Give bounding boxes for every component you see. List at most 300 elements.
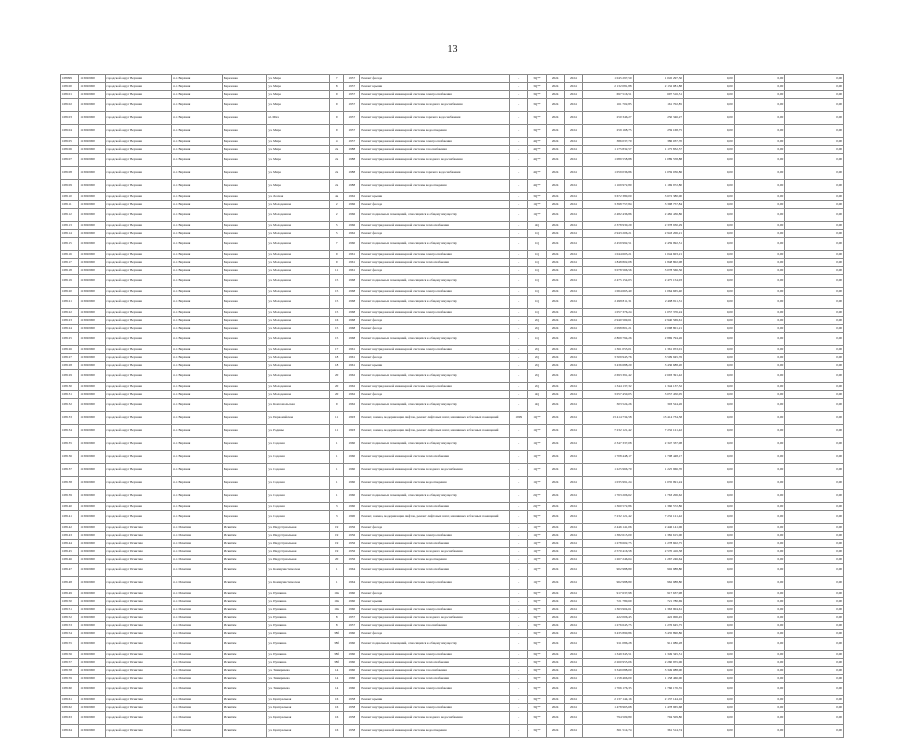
cell-v1: - [510,598,528,606]
cell-v2: 1Q [528,288,546,296]
cell-z3: 0,00 [785,511,844,524]
cell-z3: 0,00 [785,112,844,125]
cell-year: 1962 [344,391,360,399]
cell-v2: 4Q** [528,138,546,146]
cell-house: 1 [330,477,344,490]
cell-year: 1957 [344,112,360,125]
cell-code: 113020000 [79,399,105,412]
cell-code: 113020000 [79,354,105,362]
cell-year: 1960 [344,651,360,659]
cell-id: 108123 [61,317,79,325]
cell-district: городской округ Верхняя [105,267,172,275]
cell-z3: 0,00 [785,704,844,712]
cell-street: ул. Молодежная [267,267,330,275]
cell-code: 113020000 [79,606,105,614]
cell-code: 113020000 [79,251,105,259]
cell-cost1: 1 360 572,86 [582,503,633,511]
cell-work: Ремонт внутридомовой инженерной системы холодного водоснабжения [360,614,510,622]
cell-code: 113020000 [79,548,105,556]
cell-v2: 1Q [528,251,546,259]
cell-year: 1960 [344,503,360,511]
cell-house: 17 [330,346,344,354]
cell-z1: 0,00 [684,146,735,154]
cell-v2: 1Q** [528,438,546,451]
cell-z2: 0,00 [734,154,785,167]
cell-street: ул. Садовая [267,490,330,503]
cell-street: ул. Первомайская [267,412,330,425]
cell-z1: 0,00 [684,490,735,503]
cell-street: ул. Молодежная [267,259,330,267]
cell-locality: п.г. Верхняя [172,503,223,511]
cell-id: 108157 [61,659,79,667]
cell-v2: 4Q** [528,146,546,154]
cell-year3: 2024 [564,712,582,725]
cell-street: ул. Лесная [267,193,330,201]
cell-code: 113020000 [79,125,105,138]
cell-street: ул. Пушкина [267,598,330,606]
cell-cost2: 1 363 904,61 [633,606,684,614]
cell-v2: 1Q** [528,425,546,438]
cell-year: 1966 [344,222,360,230]
cell-street: ул. Комсомольская [267,399,330,412]
cell-district: городской округ Верхняя [105,346,172,354]
cell-street: ул. Пушкина [267,606,330,614]
cell-city: Березовка [222,425,267,438]
cell-id: 108105 [61,138,79,146]
cell-city: Искитим [222,651,267,659]
cell-locality: п.г. Искитим [172,598,223,606]
cell-locality: п.г. Верхняя [172,75,223,83]
cell-v2: 3Q** [528,622,546,630]
cell-work: Ремонт внутридомовой инженерной системы горячего водоснабжения [360,112,510,125]
cell-house: 9 [330,259,344,267]
cell-house: 1 [330,564,344,577]
cell-cost1: 1 478 965,68 [582,704,633,712]
cell-v1: - [510,712,528,725]
cell-city: Искитим [222,696,267,704]
cell-year2: 2024 [546,309,564,317]
cell-code: 113020000 [79,138,105,146]
cell-house: 38б [330,638,344,651]
cell-year2: 2024 [546,659,564,667]
cell-year: 1961 [344,251,360,259]
cell-work: Ремонт подвальных помещений, относящихся к общему имуществу [360,370,510,383]
cell-district: городской округ Искитим [105,622,172,630]
cell-z3: 0,00 [785,99,844,112]
cell-street: ул. Молодежная [267,288,330,296]
cell-code: 113020000 [79,346,105,354]
cell-id: 108140 [61,503,79,511]
cell-street: ул. Молодежная [267,354,330,362]
cell-work: Ремонт фасада [360,524,510,532]
cell-z2: 0,00 [734,317,785,325]
cell-z3: 0,00 [785,399,844,412]
cell-year2: 2024 [546,370,564,383]
cell-city: Искитим [222,598,267,606]
table-row [61,638,844,651]
cell-year3: 2024 [564,477,582,490]
cell-z1: 0,00 [684,154,735,167]
cell-city: Березовка [222,167,267,180]
cell-z1: 0,00 [684,193,735,201]
cell-z3: 0,00 [785,503,844,511]
cell-city: Искитим [222,638,267,651]
cell-house: 19 [330,532,344,540]
cell-district: городской округ Верхняя [105,438,172,451]
cell-v2: 1Q** [528,524,546,532]
cell-year2: 2024 [546,333,564,346]
cell-code: 113020000 [79,267,105,275]
cell-street: ул. Пушкина [267,590,330,598]
cell-year3: 2024 [564,614,582,622]
table-row [61,675,844,683]
cell-z1: 0,00 [684,630,735,638]
cell-z2: 0,00 [734,83,785,91]
table-row [61,556,844,564]
cell-cost2: 3 509 945,76 [633,354,684,362]
cell-street: ул. Пушкина [267,630,330,638]
cell-cost2: 2 693 391,42 [633,370,684,383]
cell-z3: 0,00 [785,548,844,556]
cell-v1: - [510,75,528,83]
cell-code: 113020000 [79,598,105,606]
cell-year: 1956 [344,548,360,556]
cell-district: городской округ Верхняя [105,425,172,438]
cell-z1: 0,00 [684,259,735,267]
cell-year3: 2024 [564,606,582,614]
cell-v2: 3Q** [528,125,546,138]
cell-locality: п.г. Верхняя [172,477,223,490]
cell-id: 108141 [61,511,79,524]
cell-id: 108132 [61,399,79,412]
cell-v1: - [510,154,528,167]
cell-district: городской округ Искитим [105,667,172,675]
cell-work: Ремонт фасада [360,391,510,399]
table-row [61,354,844,362]
cell-year3: 2024 [564,548,582,556]
cell-house: 9 [330,399,344,412]
cell-street: ул. Тимирязева [267,683,330,696]
cell-z1: 0,00 [684,451,735,464]
table-row [61,630,844,638]
cell-city: Искитим [222,659,267,667]
cell-street: ул. Садовая [267,464,330,477]
cell-v1: - [510,251,528,259]
cell-code: 113020000 [79,317,105,325]
cell-year3: 2024 [564,651,582,659]
cell-z2: 0,00 [734,138,785,146]
cell-code: 113020000 [79,259,105,267]
cell-city: Березовка [222,399,267,412]
cell-year3: 2024 [564,511,582,524]
cell-v1: - [510,333,528,346]
cell-year3: 2024 [564,296,582,309]
cell-z1: 0,00 [684,251,735,259]
cell-year: 1960 [344,659,360,667]
cell-v1: - [510,683,528,696]
cell-z3: 0,00 [785,275,844,288]
cell-year3: 2024 [564,75,582,83]
cell-city: Березовка [222,325,267,333]
cell-cost2: 7 232 121,42 [633,425,684,438]
cell-z3: 0,00 [785,391,844,399]
cell-z2: 0,00 [734,490,785,503]
table-row [61,503,844,511]
cell-z3: 0,00 [785,238,844,251]
cell-v1: - [510,638,528,651]
cell-district: городской округ Искитим [105,712,172,725]
cell-work: Ремонт фасада [360,267,510,275]
cell-work: Ремонт внутридомовой инженерной системы электроснабжения [360,606,510,614]
cell-v1: - [510,524,528,532]
cell-v2: 4Q** [528,180,546,193]
cell-year3: 2024 [564,412,582,425]
cell-city: Березовка [222,391,267,399]
cell-id: 108128 [61,362,79,370]
cell-year3: 2024 [564,138,582,146]
cell-v2: 3Q** [528,606,546,614]
cell-z3: 0,00 [785,180,844,193]
cell-code: 113020000 [79,99,105,112]
cell-id: 108144 [61,540,79,548]
cell-year3: 2024 [564,209,582,222]
cell-district: городской округ Верхняя [105,399,172,412]
cell-cost2: 3 398 757,84 [633,201,684,209]
table-row [61,288,844,296]
cell-district: городской округ Искитим [105,598,172,606]
cell-cost1: 161 702,85 [582,99,633,112]
cell-year2: 2024 [546,577,564,590]
cell-v2: 3Q** [528,630,546,638]
cell-z1: 0,00 [684,167,735,180]
cell-z3: 0,00 [785,222,844,230]
cell-house: 19 [330,540,344,548]
cell-z2: 0,00 [734,296,785,309]
cell-year3: 2024 [564,659,582,667]
cell-cost1: 1 344 137,32 [582,383,633,391]
cell-cost2: 2 459 992,51 [633,238,684,251]
cell-cost2: 911 086,28 [633,638,684,651]
cell-v2: 2Q [528,370,546,383]
cell-house: 2а [330,180,344,193]
cell-year: 1968 [344,325,360,333]
cell-z2: 0,00 [734,167,785,180]
cell-year: 1960 [344,638,360,651]
cell-work: Ремонт подвальных помещений, относящихся к общему имуществу [360,209,510,222]
cell-z2: 0,00 [734,209,785,222]
cell-year2: 2024 [546,564,564,577]
cell-house: 7 [330,75,344,83]
table-row [61,99,844,112]
table-row [61,275,844,288]
cell-z1: 0,00 [684,317,735,325]
cell-z1: 0,00 [684,540,735,548]
cell-city: Березовка [222,354,267,362]
cell-code: 113020000 [79,477,105,490]
cell-year3: 2024 [564,146,582,154]
cell-z2: 0,00 [734,267,785,275]
cell-year: 1968 [344,288,360,296]
cell-house: 8 [330,622,344,630]
cell-year2: 2024 [546,346,564,354]
cell-cost1: 3 435 890,86 [582,630,633,638]
cell-city: Искитим [222,524,267,532]
table-row [61,667,844,675]
cell-district: городской округ Искитим [105,556,172,564]
cell-v2: 3Q** [528,725,546,738]
cell-street: ул. Молодежная [267,238,330,251]
cell-year3: 2024 [564,259,582,267]
cell-work: Ремонт внутридомовой инженерной системы электроснабжения [360,138,510,146]
cell-v2: 3Q** [528,614,546,622]
cell-z2: 0,00 [734,112,785,125]
cell-year2: 2024 [546,548,564,556]
cell-district: городской округ Верхняя [105,490,172,503]
cell-work: Ремонт внутридомовой инженерной системы теплоснабжения [360,222,510,230]
cell-z3: 0,00 [785,490,844,503]
cell-v2: 3Q** [528,712,546,725]
cell-city: Березовка [222,125,267,138]
cell-work: Ремонт фасада [360,317,510,325]
cell-v1: - [510,675,528,683]
cell-v2: 1Q** [528,209,546,222]
cell-house: 9 [330,99,344,112]
cell-cost1: 2 378 930,29 [582,222,633,230]
cell-year: 1962 [344,399,360,412]
cell-v2: 4Q** [528,154,546,167]
cell-locality: п.г. Искитим [172,696,223,704]
cell-id: 108102 [61,99,79,112]
cell-locality: п.г. Верхняя [172,288,223,296]
cell-locality: п.г. Искитим [172,651,223,659]
table-row [61,696,844,704]
cell-z3: 0,00 [785,209,844,222]
cell-z1: 0,00 [684,712,735,725]
cell-cost1: 2 347 337,08 [582,438,633,451]
cell-z1: 0,00 [684,564,735,577]
cell-work: Ремонт крыши [360,193,510,201]
table-body [61,75,844,738]
cell-street: ул. Молодежная [267,391,330,399]
cell-district: городской округ Верхняя [105,288,172,296]
cell-v2: 1Q [528,333,546,346]
cell-id: 108137 [61,464,79,477]
cell-z3: 0,00 [785,696,844,704]
cell-street: ул. Коммунистическая [267,577,330,590]
cell-z2: 0,00 [734,412,785,425]
cell-v2: 3Q** [528,651,546,659]
cell-cost2: 2 482 436,86 [633,209,684,222]
cell-locality: п.г. Верхняя [172,490,223,503]
cell-locality: п.г. Искитим [172,548,223,556]
cell-z2: 0,00 [734,230,785,238]
cell-z1: 0,00 [684,651,735,659]
cell-year: 1961 [344,259,360,267]
cell-code: 113020000 [79,391,105,399]
cell-city: Березовка [222,296,267,309]
cell-cost1: 7 232 121,42 [582,511,633,524]
cell-cost1: 794 509,80 [582,712,633,725]
cell-locality: п.г. Верхняя [172,333,223,346]
cell-house: 15 [330,288,344,296]
cell-code: 113020000 [79,333,105,346]
cell-v1: - [510,112,528,125]
cell-house: 38б [330,659,344,667]
cell-year: 1956 [344,524,360,532]
cell-v2: 1Q** [528,201,546,209]
cell-year: 1962 [344,370,360,383]
table-row [61,333,844,346]
table-row [61,296,844,309]
cell-v1: - [510,564,528,577]
cell-code: 113020000 [79,622,105,630]
cell-locality: п.г. Искитим [172,667,223,675]
table-row [61,112,844,125]
cell-house: 14 [330,667,344,675]
table-row [61,704,844,712]
cell-v2: 1Q** [528,451,546,464]
cell-street: ул. Садовая [267,503,330,511]
cell-code: 113020000 [79,83,105,91]
cell-code: 113020000 [79,412,105,425]
cell-z2: 0,00 [734,399,785,412]
cell-year2: 2024 [546,540,564,548]
cell-year2: 2024 [546,638,564,651]
cell-year2: 2024 [546,704,564,712]
cell-district: городской округ Верхняя [105,296,172,309]
cell-v1: - [510,490,528,503]
cell-house: 5 [330,230,344,238]
cell-city: Березовка [222,309,267,317]
cell-cost2: 3 436 688,20 [633,362,684,370]
cell-year3: 2024 [564,399,582,412]
cell-house: 1 [330,464,344,477]
table-row [61,540,844,548]
cell-district: городской округ Верхняя [105,451,172,464]
cell-z1: 0,00 [684,325,735,333]
cell-year: 1961 [344,354,360,362]
cell-locality: п.г. Верхняя [172,464,223,477]
cell-z1: 0,00 [684,99,735,112]
cell-id: 108101 [61,91,79,99]
cell-z2: 0,00 [734,238,785,251]
cell-z3: 0,00 [785,712,844,725]
cell-city: Березовка [222,75,267,83]
cell-year2: 2024 [546,296,564,309]
cell-cost1: 3 057 450,05 [582,391,633,399]
cell-street: ул. Пушкина [267,638,330,651]
cell-z2: 0,00 [734,606,785,614]
cell-id: 108155 [61,638,79,651]
cell-district: городской округ Верхняя [105,209,172,222]
cell-locality: п.г. Верхняя [172,193,223,201]
cell-work: Ремонт внутридомовой инженерной системы теплоснабжения [360,451,510,464]
cell-city: Искитим [222,712,267,725]
table-row [61,464,844,477]
cell-cost1: 361 514,74 [582,725,633,738]
cell-year: 1956 [344,556,360,564]
cell-cost1: 1 169 972,80 [582,180,633,193]
cell-z1: 0,00 [684,704,735,712]
cell-city: Искитим [222,725,267,738]
cell-v1: - [510,99,528,112]
cell-v2: 1Q** [528,564,546,577]
cell-locality: п.г. Верхняя [172,83,223,91]
cell-house: 8 [330,83,344,91]
cell-locality: п.г. Верхняя [172,511,223,524]
cell-cost1: 2 137 144,16 [582,696,633,704]
cell-year: 1961 [344,362,360,370]
